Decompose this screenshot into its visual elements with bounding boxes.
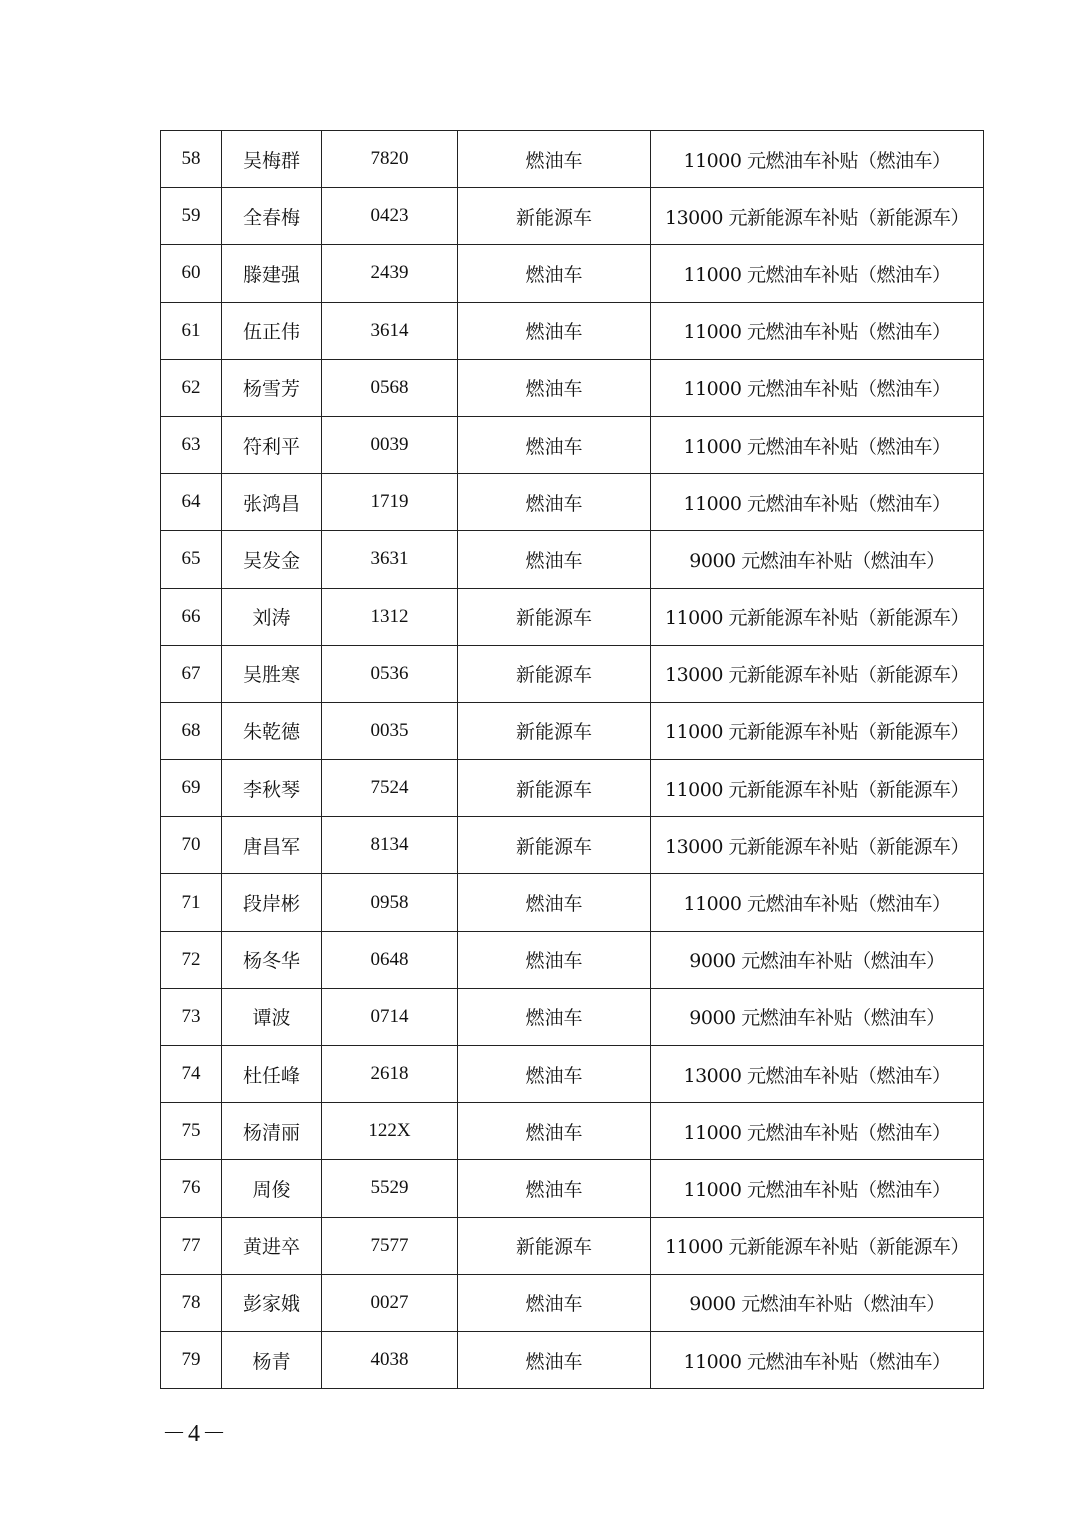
vehicle-type: 燃油车 [458,988,651,1045]
id-suffix: 0423 [322,188,458,245]
recipient-name: 滕建强 [222,245,322,302]
row-number: 68 [161,702,222,759]
row-number: 61 [161,302,222,359]
table-row [161,302,984,359]
recipient-name: 黄进卒 [222,1217,322,1274]
recipient-name: 杨冬华 [222,931,322,988]
vehicle-type: 燃油车 [458,1046,651,1103]
vehicle-type: 新能源车 [458,645,651,702]
recipient-name: 彭家娥 [222,1274,322,1331]
row-number: 63 [161,416,222,473]
subsidy-description: 13000 元新能源车补贴（新能源车） [651,188,984,245]
table-row [161,588,984,645]
row-number: 71 [161,874,222,931]
row-number: 74 [161,1046,222,1103]
row-number: 73 [161,988,222,1045]
table-row [161,1160,984,1217]
subsidy-description: 9000 元燃油车补贴（燃油车） [651,531,984,588]
vehicle-type: 燃油车 [458,1103,651,1160]
id-suffix: 7820 [322,131,458,188]
subsidy-description: 11000 元燃油车补贴（燃油车） [651,474,984,531]
vehicle-type: 燃油车 [458,874,651,931]
recipient-name: 伍正伟 [222,302,322,359]
table-row [161,988,984,1045]
vehicle-type: 新能源车 [458,817,651,874]
id-suffix: 3614 [322,302,458,359]
table-row [161,645,984,702]
table-row [161,359,984,416]
table-row [161,416,984,473]
recipient-name: 杜任峰 [222,1046,322,1103]
id-suffix: 4038 [322,1331,458,1388]
id-suffix: 0035 [322,702,458,759]
vehicle-type: 燃油车 [458,531,651,588]
subsidy-table [160,130,984,1389]
id-suffix: 2618 [322,1046,458,1103]
row-number: 67 [161,645,222,702]
id-suffix: 7524 [322,760,458,817]
vehicle-type: 新能源车 [458,588,651,645]
row-number: 64 [161,474,222,531]
vehicle-type: 燃油车 [458,1274,651,1331]
id-suffix: 0714 [322,988,458,1045]
subsidy-description: 13000 元燃油车补贴（燃油车） [651,1046,984,1103]
vehicle-type: 燃油车 [458,416,651,473]
recipient-name: 张鸿昌 [222,474,322,531]
vehicle-type: 燃油车 [458,474,651,531]
vehicle-type: 燃油车 [458,131,651,188]
id-suffix: 3631 [322,531,458,588]
recipient-name: 刘涛 [222,588,322,645]
table-body [161,131,984,1389]
row-number: 69 [161,760,222,817]
subsidy-description: 11000 元新能源车补贴（新能源车） [651,702,984,759]
table-row [161,1046,984,1103]
recipient-name: 吴胜寒 [222,645,322,702]
subsidy-description: 11000 元新能源车补贴（新能源车） [651,760,984,817]
recipient-name: 吴发金 [222,531,322,588]
table-row [161,474,984,531]
vehicle-type: 燃油车 [458,1160,651,1217]
subsidy-description: 11000 元燃油车补贴（燃油车） [651,359,984,416]
row-number: 62 [161,359,222,416]
row-number: 66 [161,588,222,645]
recipient-name: 朱乾德 [222,702,322,759]
id-suffix: 0039 [322,416,458,473]
recipient-name: 杨青 [222,1331,322,1388]
subsidy-description: 11000 元燃油车补贴（燃油车） [651,416,984,473]
id-suffix: 0027 [322,1274,458,1331]
recipient-name: 谭波 [222,988,322,1045]
table-row [161,931,984,988]
subsidy-description: 11000 元燃油车补贴（燃油车） [651,302,984,359]
subsidy-description: 9000 元燃油车补贴（燃油车） [651,988,984,1045]
recipient-name: 杨清丽 [222,1103,322,1160]
subsidy-description: 11000 元新能源车补贴（新能源车） [651,1217,984,1274]
id-suffix: 1719 [322,474,458,531]
subsidy-description: 11000 元燃油车补贴（燃油车） [651,1103,984,1160]
subsidy-description: 9000 元燃油车补贴（燃油车） [651,931,984,988]
id-suffix: 0958 [322,874,458,931]
vehicle-type: 燃油车 [458,931,651,988]
row-number: 65 [161,531,222,588]
vehicle-type: 燃油车 [458,245,651,302]
vehicle-type: 新能源车 [458,188,651,245]
vehicle-type: 燃油车 [458,359,651,416]
id-suffix: 0568 [322,359,458,416]
subsidy-description: 11000 元燃油车补贴（燃油车） [651,874,984,931]
recipient-name: 全春梅 [222,188,322,245]
id-suffix: 7577 [322,1217,458,1274]
subsidy-description: 11000 元燃油车补贴（燃油车） [651,1160,984,1217]
recipient-name: 李秋琴 [222,760,322,817]
row-number: 79 [161,1331,222,1388]
vehicle-type: 新能源车 [458,1217,651,1274]
row-number: 70 [161,817,222,874]
id-suffix: 2439 [322,245,458,302]
subsidy-description: 11000 元燃油车补贴（燃油车） [651,245,984,302]
id-suffix: 0648 [322,931,458,988]
vehicle-type: 新能源车 [458,760,651,817]
row-number: 75 [161,1103,222,1160]
row-number: 60 [161,245,222,302]
table-row [161,1103,984,1160]
table-row [161,702,984,759]
vehicle-type: 燃油车 [458,1331,651,1388]
recipient-name: 符利平 [222,416,322,473]
row-number: 77 [161,1217,222,1274]
table-row [161,531,984,588]
table-row [161,131,984,188]
id-suffix: 1312 [322,588,458,645]
table-row [161,245,984,302]
table-row [161,188,984,245]
recipient-name: 周俊 [222,1160,322,1217]
subsidy-description: 11000 元燃油车补贴（燃油车） [651,131,984,188]
subsidy-description: 11000 元燃油车补贴（燃油车） [651,1331,984,1388]
subsidy-description: 9000 元燃油车补贴（燃油车） [651,1274,984,1331]
subsidy-description: 13000 元新能源车补贴（新能源车） [651,645,984,702]
id-suffix: 8134 [322,817,458,874]
table-row [161,1217,984,1274]
table-row [161,1331,984,1388]
subsidy-description: 13000 元新能源车补贴（新能源车） [651,817,984,874]
vehicle-type: 燃油车 [458,302,651,359]
id-suffix: 5529 [322,1160,458,1217]
recipient-name: 杨雪芳 [222,359,322,416]
row-number: 59 [161,188,222,245]
recipient-name: 吴梅群 [222,131,322,188]
recipient-name: 段岸彬 [222,874,322,931]
id-suffix: 0536 [322,645,458,702]
row-number: 72 [161,931,222,988]
page-number: －4－ [162,1421,228,1447]
table-row [161,874,984,931]
table-row [161,1274,984,1331]
row-number: 78 [161,1274,222,1331]
table-row [161,760,984,817]
subsidy-description: 11000 元新能源车补贴（新能源车） [651,588,984,645]
row-number: 76 [161,1160,222,1217]
table-row [161,817,984,874]
row-number: 58 [161,131,222,188]
recipient-name: 唐昌军 [222,817,322,874]
id-suffix: 122X [322,1103,458,1160]
vehicle-type: 新能源车 [458,702,651,759]
